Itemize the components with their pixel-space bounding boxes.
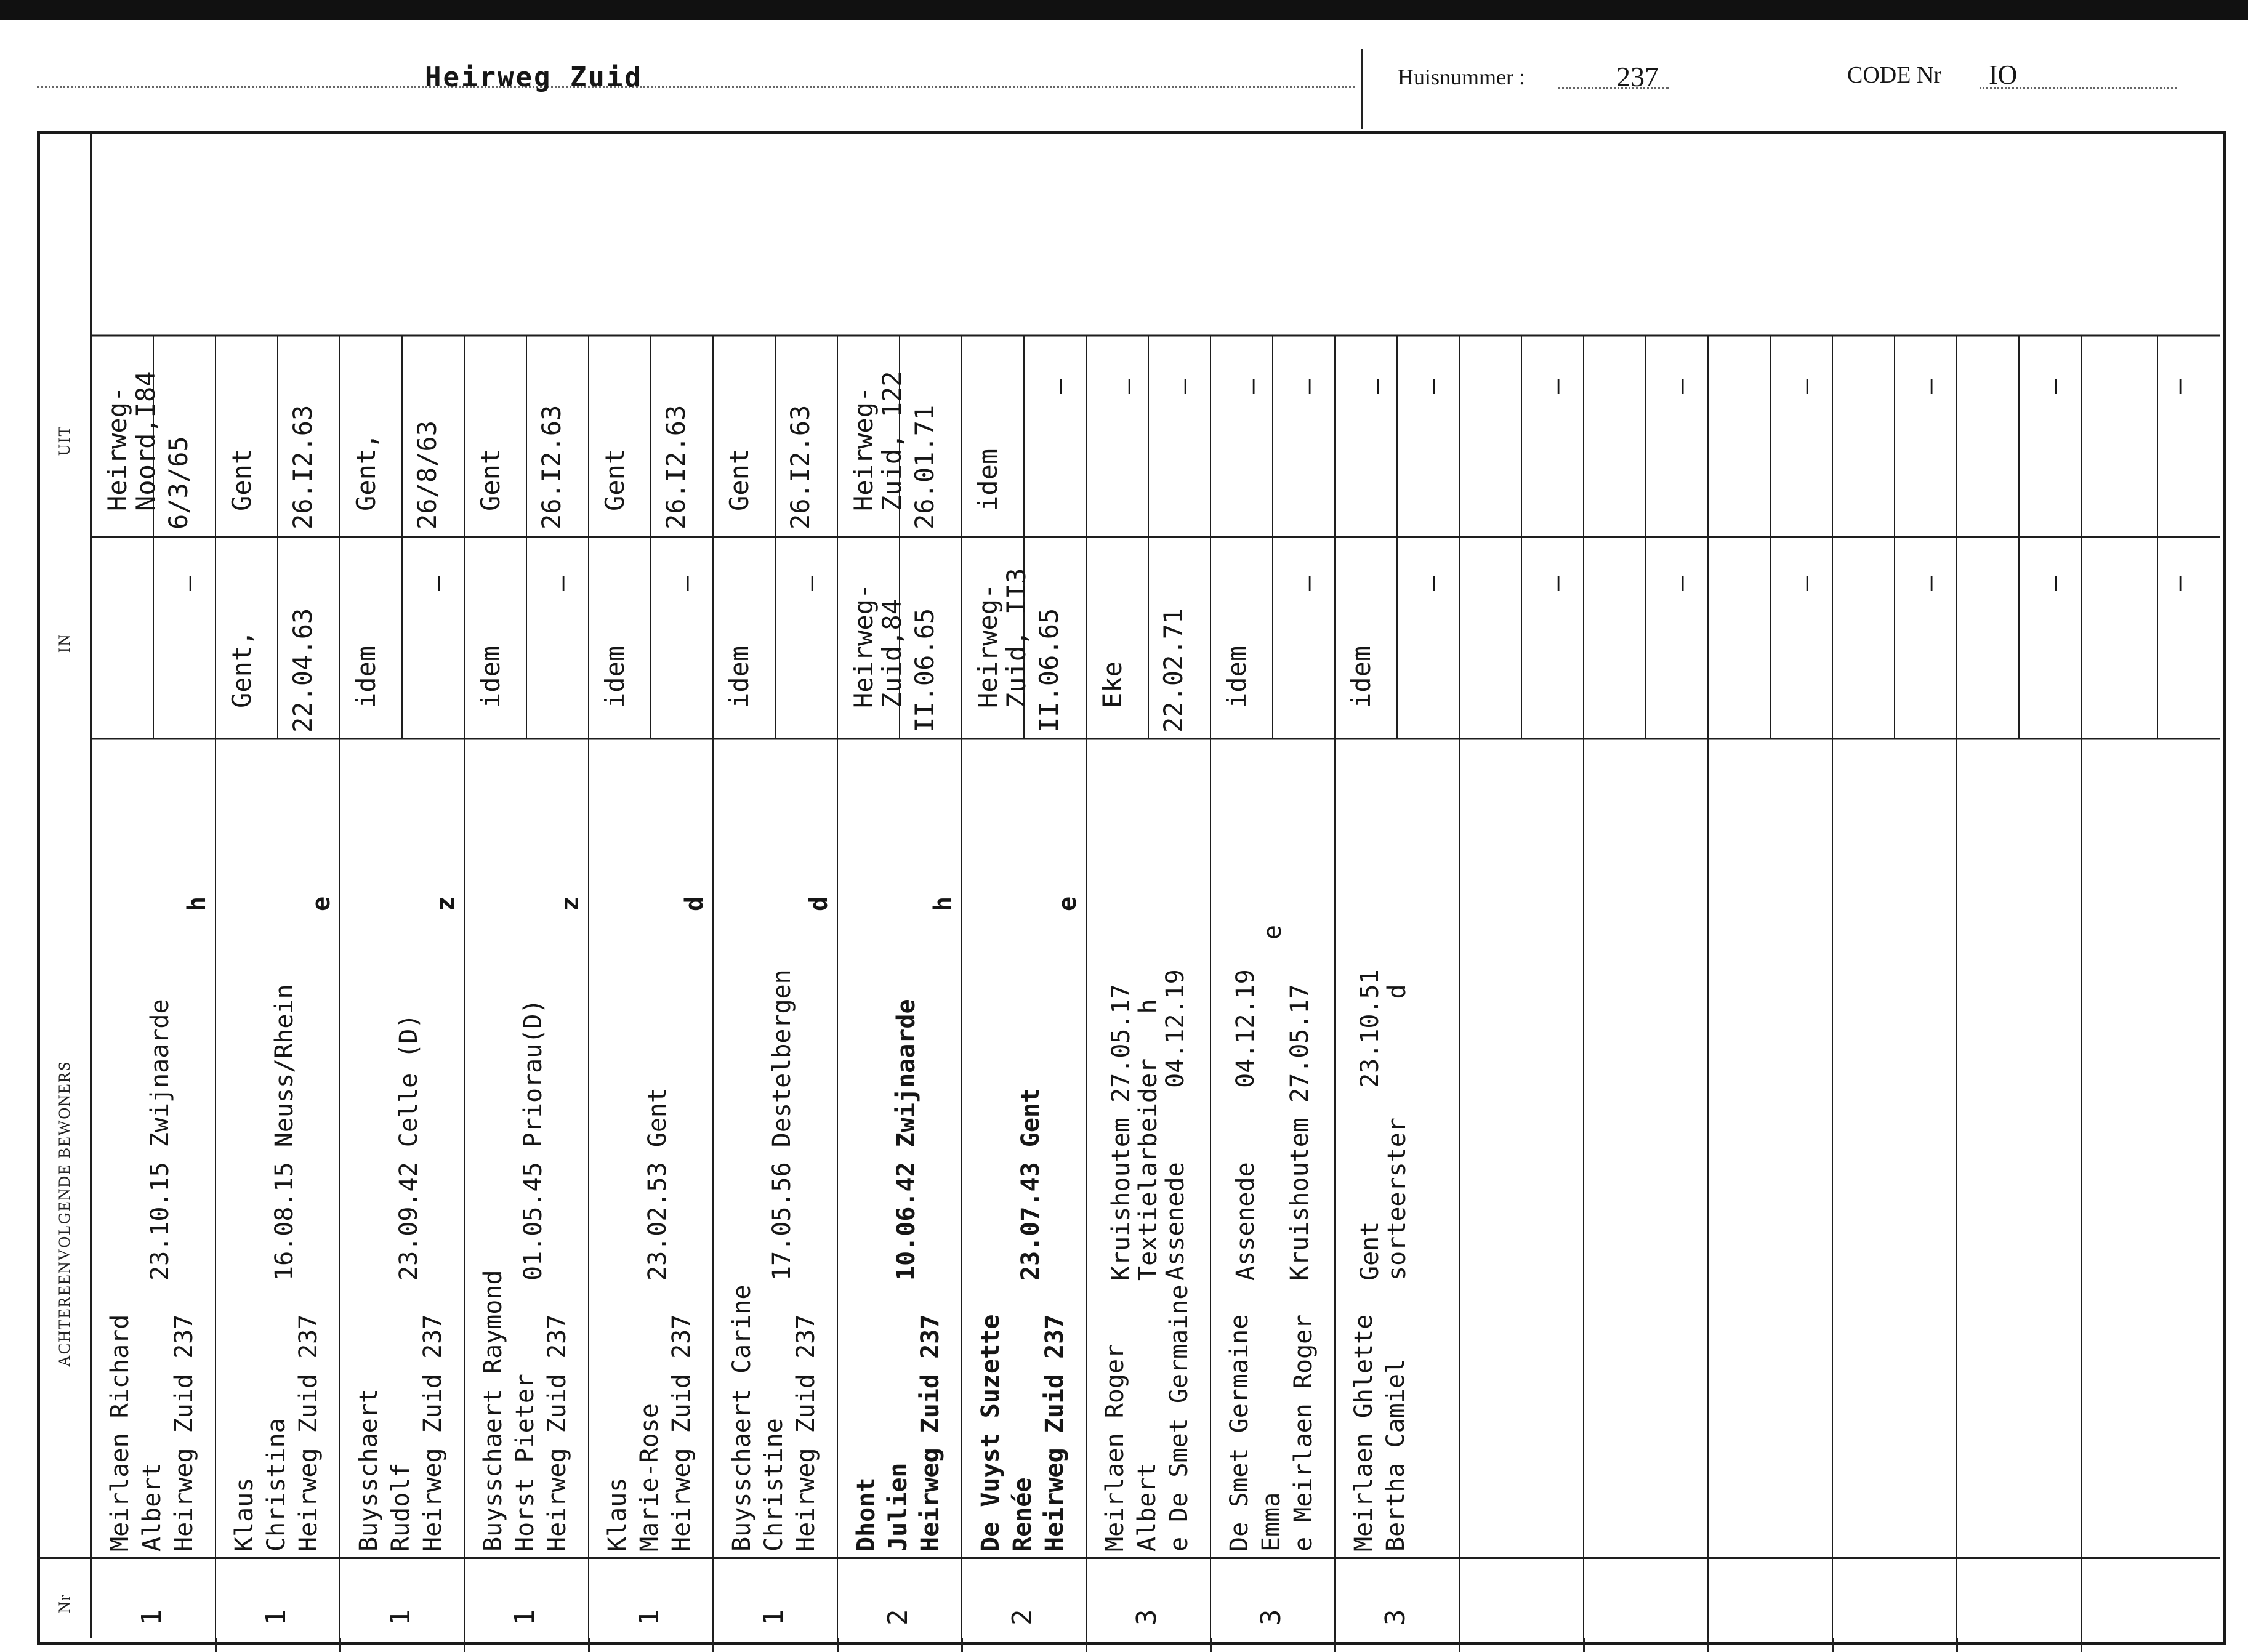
empty-out-marker: — — [1916, 379, 1944, 394]
resident-name-line: Meirlaen Roger — [1101, 1344, 1129, 1552]
resident-name-line: Buysschaert Carine — [728, 1284, 756, 1552]
resident-name-line: Christine — [760, 1418, 788, 1552]
resident-name-line: Albert — [138, 1462, 166, 1552]
empty-in-marker: — — [2041, 576, 2069, 591]
in-place: Gent, — [227, 630, 257, 708]
bottom-tick — [961, 1638, 963, 1652]
resident-name-line: Heirweg Zuid 237 — [170, 1314, 198, 1552]
out-date: 26.I2.63 — [536, 405, 566, 530]
out-date-empty: — — [1045, 379, 1074, 394]
birth-info: 23.07.43 Gent — [1017, 1087, 1045, 1281]
gender-mark: d — [680, 896, 709, 911]
in-place: idem — [1346, 645, 1376, 708]
entry-nr: 1 — [385, 1609, 416, 1626]
in-date: 22.04.63 — [288, 608, 318, 733]
col-header-in: IN — [55, 633, 73, 653]
bottom-tick — [339, 1638, 341, 1652]
in-place: idem — [475, 645, 506, 708]
out-place: Gent — [600, 448, 630, 511]
birth-info: Assenede 04.12.19 e Kruishoutem 27.05.17 — [1231, 925, 1314, 1281]
bottom-tick — [712, 1638, 714, 1652]
col-header-out: UIT — [55, 425, 73, 456]
house-number-label: Huisnummer : — [1398, 65, 1525, 89]
resident-name-line: Marie-Rose — [635, 1403, 664, 1552]
resident-name-line: Buysschaert Raymond — [479, 1270, 507, 1552]
bottom-tick — [1210, 1638, 1212, 1652]
entry-nr: 1 — [136, 1609, 167, 1626]
in-place: idem — [1222, 645, 1252, 708]
empty-in-marker: — — [1667, 576, 1696, 591]
gender-mark: z — [556, 896, 584, 911]
out-place-empty: — — [1238, 379, 1267, 394]
bottom-tick — [1832, 1638, 1834, 1652]
in-date: II.06.65 — [1034, 608, 1064, 733]
street-name: Heirweg Zuid — [425, 62, 643, 93]
entry-nr: 2 — [1007, 1609, 1038, 1626]
out-date: 26.I2.63 — [288, 405, 318, 530]
birth-info: Gent 23.10.51 sorteerster d — [1356, 969, 1411, 1281]
col-header-residents: ACHTEREENVOLGENDE BEWONERS — [55, 1060, 73, 1367]
in-date-empty: — — [548, 576, 576, 591]
resident-name-line: Bertha Camiel — [1382, 1358, 1410, 1552]
out-date-empty: — — [1170, 379, 1198, 394]
out-place: Gent — [724, 448, 754, 511]
out-place-empty: — — [1114, 379, 1142, 394]
out-place: idem — [973, 448, 1003, 511]
resident-name-line: Dhont — [852, 1477, 880, 1552]
gender-mark: e — [1053, 896, 1082, 911]
empty-out-marker: — — [1792, 379, 1820, 394]
in-place: idem — [600, 645, 630, 708]
in-date-empty: — — [424, 576, 452, 591]
birth-info: 23.02.53 Gent — [643, 1087, 672, 1281]
birth-info: 16.08.15 Neuss/Rhein — [270, 984, 299, 1281]
entry-nr: 1 — [758, 1609, 789, 1626]
in-date-empty: — — [672, 576, 701, 591]
bottom-tick — [588, 1638, 590, 1652]
empty-out-marker: — — [2041, 379, 2069, 394]
out-date-empty: — — [1419, 379, 1447, 394]
birth-info: 10.06.42 Zwijnaarde — [892, 999, 921, 1281]
bottom-tick — [837, 1638, 839, 1652]
empty-in-marker: — — [1543, 576, 1571, 591]
out-date: 6/3/65 — [163, 436, 193, 530]
resident-name-line: Heirweg Zuid 237 — [916, 1314, 945, 1552]
empty-in-marker: — — [2165, 576, 2193, 591]
birth-info: 23.10.15 Zwijnaarde — [146, 999, 174, 1281]
in-date: 22.02.71 — [1158, 608, 1188, 733]
bottom-tick — [1956, 1638, 1958, 1652]
bottom-tick — [2081, 1638, 2082, 1652]
resident-name-line: Heirweg Zuid 237 — [294, 1314, 323, 1552]
bottom-tick — [1086, 1638, 1087, 1652]
gender-mark: e — [307, 896, 336, 911]
out-date-empty: — — [1294, 379, 1323, 394]
resident-name-line: Christina — [262, 1418, 291, 1552]
gender-mark: h — [929, 896, 957, 911]
resident-name-line: Buysschaert — [355, 1388, 383, 1552]
out-place-empty: — — [1363, 379, 1391, 394]
in-place: idem — [724, 645, 754, 708]
empty-out-marker: — — [1543, 379, 1571, 394]
col-header-nr: Nr — [55, 1594, 73, 1613]
birth-info: Kruishoutem 27.05.17 Textielarbeider h Assenede 04.12.19 — [1107, 969, 1190, 1281]
resident-name-line: Albert — [1133, 1462, 1161, 1552]
empty-out-marker: — — [2165, 379, 2193, 394]
in-date-empty: — — [175, 576, 203, 591]
resident-name-line: Julien — [884, 1462, 912, 1552]
entry-nr: 3 — [1380, 1609, 1411, 1626]
resident-name-line: Heirweg Zuid 237 — [1041, 1314, 1069, 1552]
resident-name-line: Heirweg Zuid 237 — [419, 1314, 447, 1552]
bottom-tick — [215, 1638, 217, 1652]
in-place: Heirweg- Zuid, II3 — [973, 568, 1032, 708]
resident-name-line: Meirlaen Ghlette — [1350, 1314, 1378, 1552]
resident-name-line: Renée — [1009, 1477, 1037, 1552]
entry-nr: 1 — [634, 1609, 665, 1626]
out-place: Gent — [227, 448, 257, 511]
resident-name-line: Meirlaen Richard — [106, 1314, 134, 1552]
code-value: IO — [1989, 60, 2018, 90]
resident-name-line: Emma — [1257, 1492, 1286, 1552]
entry-nr: 3 — [1131, 1609, 1162, 1626]
resident-name-line: Horst Pieter — [511, 1374, 539, 1552]
gender-mark: h — [183, 896, 211, 911]
bottom-tick — [1707, 1638, 1709, 1652]
bottom-tick — [464, 1638, 465, 1652]
resident-name-line: Heirweg Zuid 237 — [667, 1314, 696, 1552]
resident-name-line: e Meirlaen Roger — [1289, 1314, 1318, 1552]
code-label: CODE Nr — [1847, 62, 1942, 88]
bottom-tick — [1334, 1638, 1336, 1652]
resident-name-line: Klaus — [603, 1477, 632, 1552]
out-date: 26.I2.63 — [661, 405, 691, 530]
entry-nr: 1 — [509, 1609, 541, 1626]
in-date-empty: — — [1419, 576, 1447, 591]
resident-name-line: De Vuyst Suzette — [977, 1314, 1005, 1552]
gender-mark: z — [432, 896, 460, 911]
out-place: Gent — [475, 448, 506, 511]
entry-nr: 3 — [1255, 1609, 1287, 1626]
resident-name-line: e De Smet Germaine — [1165, 1284, 1193, 1552]
birth-info: 17.05.56 Destelbergen — [768, 969, 796, 1281]
in-place: Heirweg- Zuid,84 — [848, 583, 908, 708]
empty-in-marker: — — [1792, 576, 1820, 591]
resident-name-line: De Smet Germaine — [1225, 1314, 1254, 1552]
birth-info: 01.05.45 Priorau(D) — [519, 999, 547, 1281]
in-place: idem — [351, 645, 381, 708]
in-date-empty: — — [1294, 576, 1323, 591]
in-place: Eke — [1097, 661, 1127, 708]
bottom-tick — [1583, 1638, 1585, 1652]
out-place: Heirweg- Noord,I84 — [102, 371, 161, 511]
in-date: II.06.65 — [909, 608, 940, 733]
out-date: 26/8/63 — [412, 420, 442, 530]
empty-out-marker: — — [1667, 379, 1696, 394]
birth-info: 23.09.42 Celle (D) — [395, 1013, 423, 1281]
gender-mark: d — [805, 896, 833, 911]
out-date: 26.I2.63 — [785, 405, 815, 530]
resident-name-line: Heirweg Zuid 237 — [792, 1314, 820, 1552]
entry-nr: 1 — [260, 1609, 292, 1626]
resident-name-line: Klaus — [230, 1477, 259, 1552]
in-date-empty: — — [797, 576, 825, 591]
out-place: Heirweg- Zuid, 122 — [848, 371, 908, 511]
out-place: Gent, — [351, 433, 381, 511]
out-date: 26.01.71 — [909, 405, 940, 530]
entry-nr: 2 — [882, 1609, 914, 1626]
house-number-value: 237 — [1616, 61, 1659, 92]
resident-name-line: Heirweg Zuid 237 — [543, 1314, 571, 1552]
resident-name-line: Rudolf — [387, 1462, 415, 1552]
bottom-tick — [1459, 1638, 1460, 1652]
empty-in-marker: — — [1916, 576, 1944, 591]
